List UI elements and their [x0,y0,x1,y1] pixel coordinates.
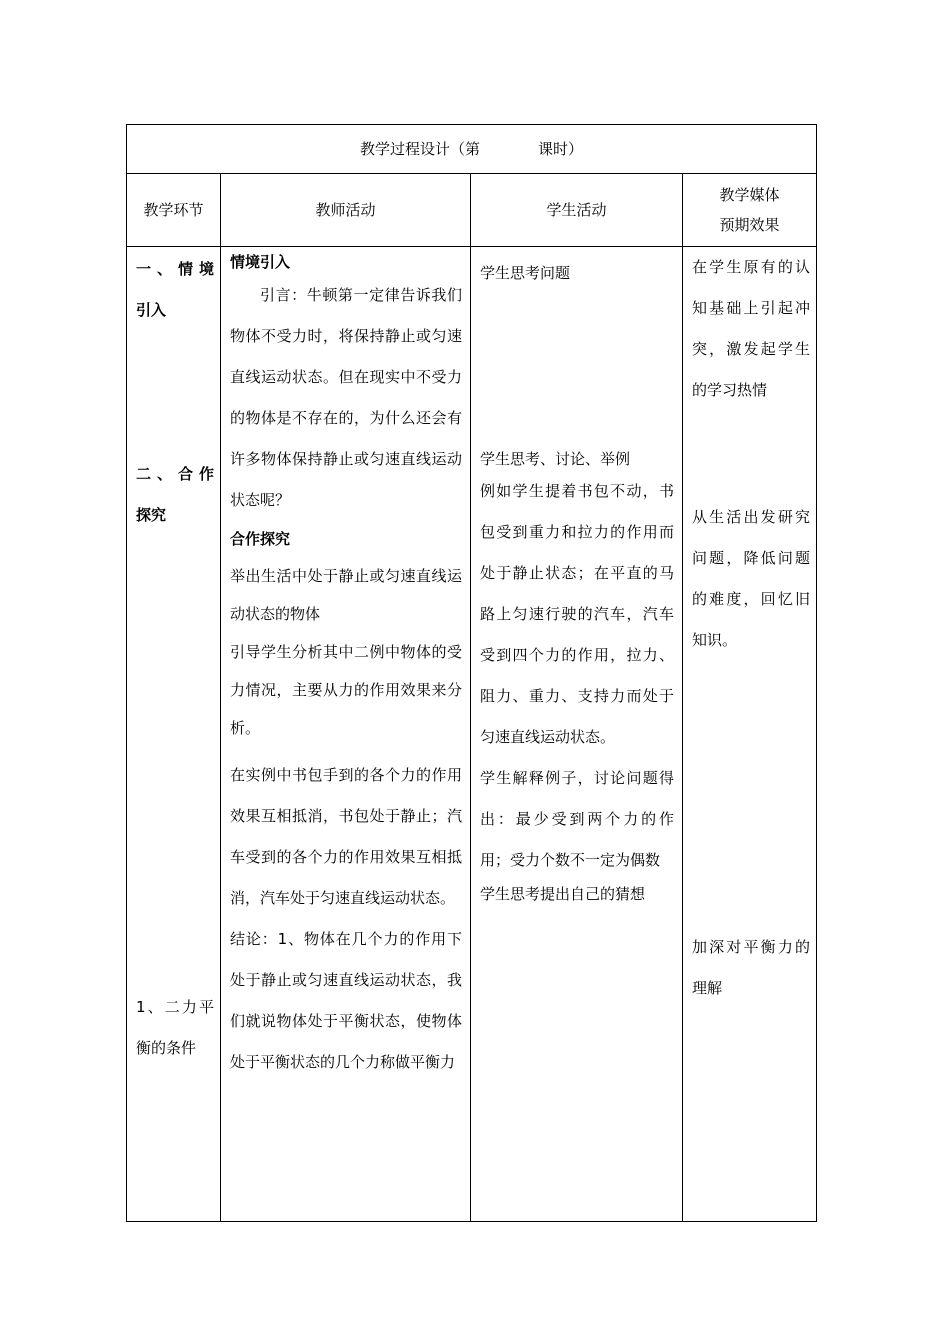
teacher-p2: 引导学生分析其中二例中物体的受力情况，主要从力的作用效果来分析。 [230,643,462,737]
stage1-line2: 引入 [136,301,167,319]
title-prefix: 教学过程设计（第 [360,140,481,158]
teacher-p4: 结论：1、物体在几个力的作用下处于静止或匀速直线运动状态，我们就说物体处于平衡状态，使物体处于平衡状态的几个力称做平衡力 [230,930,462,1071]
stage-column [127,247,221,1222]
heading-scenario-intro: 情境引入 [230,253,291,271]
title-suffix: 课时） [538,140,584,158]
header-teacher-activity: 教师活动 [221,174,471,247]
teacher-intro-text: 引言：牛顿第一定律告诉我们物体不受力时，将保持静止或匀速直线运动状态。但在现实中不受力的物体是不存在的，为什么还会有许多物体保持静止或匀速直线运动状态呢？ [230,286,462,509]
teacher-activity-column [221,247,471,1222]
header-student-activity: 学生活动 [471,174,683,247]
stage3-line2: 衡的条件 [136,1039,197,1057]
media-effect-column [683,247,817,1222]
student-s4: 学生思考提出自己的猜想 [480,885,646,903]
stage2-line1: 二、合作 [136,465,214,483]
student-s3: 学生解释例子，讨论问题得出：最少受到两个力的作用；受力个数不一定为偶数 [480,769,674,869]
table-title [127,125,817,174]
teacher-p3: 在实例中书包手到的各个力的作用效果互相抵消，书包处于静止；汽车受到的各个力的作用效果互相抵消，汽车处于匀速直线运动状态。 [230,766,462,907]
lesson-plan-table [126,124,817,1222]
effect-e3: 加深对平衡力的理解 [692,938,811,997]
stage1-line1: 一、情境 [136,260,214,278]
heading-cooperative-inquiry: 合作探究 [230,530,291,548]
stage3-line1: 1、二力平 [136,998,214,1016]
student-activity-column [471,247,683,1222]
stage2-line2: 探究 [136,506,167,524]
teacher-p1: 举出生活中处于静止或匀速直线运动状态的物体 [230,567,462,623]
header-media-effect [683,174,817,247]
student-s2-rest: 例如学生提着书包不动，书包受到重力和拉力的作用而处于静止状态；在平直的马路上匀速行驶的汽车，汽车受到四个力的作用，拉力、阻力、重力、支持力而处于匀速直线运动状态。 [480,482,674,746]
header-media-line1: 教学媒体 [719,186,780,204]
student-s2-line1: 学生思考、讨论、举例 [480,450,631,468]
effect-e1: 在学生原有的认知基础上引起冲突，激发起学生的学习热情 [692,258,811,399]
student-s1: 学生思考问题 [480,264,571,282]
effect-e2: 从生活出发研究问题，降低问题的难度，回忆旧知识。 [692,508,811,649]
header-media-line2: 预期效果 [719,216,780,234]
header-teaching-stage: 教学环节 [127,174,221,247]
